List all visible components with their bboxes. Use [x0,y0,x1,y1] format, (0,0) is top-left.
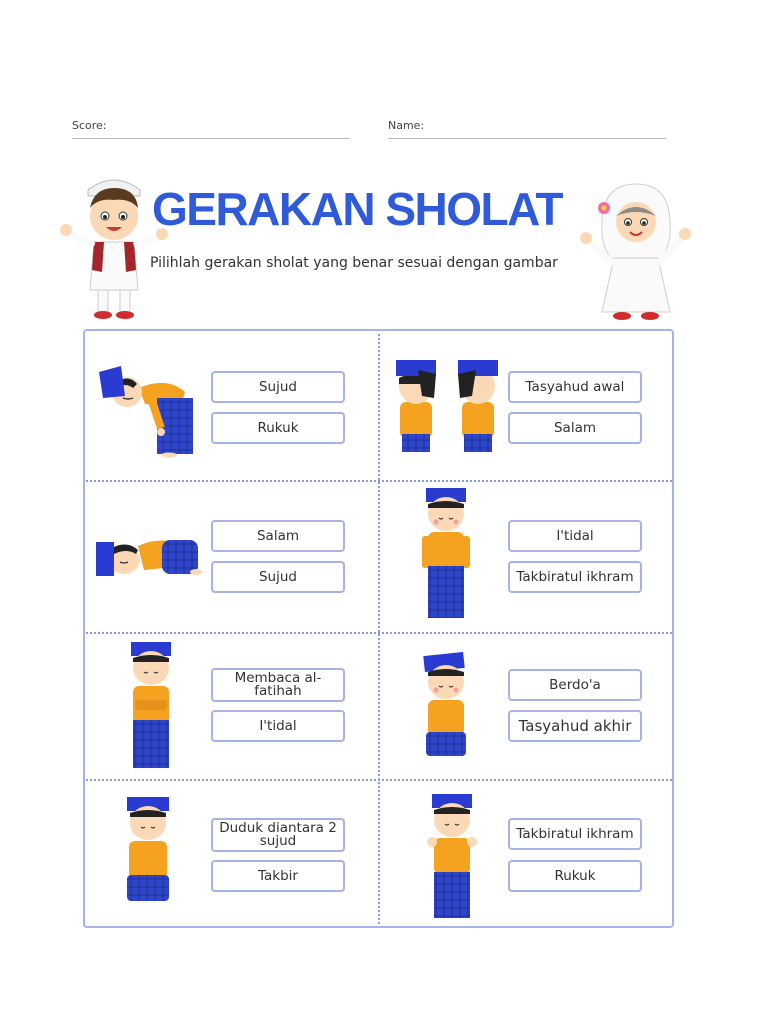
q3-option-1[interactable]: Salam [211,520,345,552]
q2-option-1[interactable]: Tasyahud awal [508,371,642,403]
q3-option-2[interactable]: Sujud [211,561,345,593]
q1-option-2[interactable]: Rukuk [211,412,345,444]
girl-mascot-illustration [578,180,696,324]
row-divider [86,632,672,634]
duduk-pose-illustration [119,795,177,907]
q7-option-1[interactable]: Duduk diantara 2 sujud [211,818,345,852]
berdoa-pose-illustration [424,792,480,920]
itidal-pose-illustration [418,486,474,622]
tasyahud-akhir-pose-illustration [418,652,476,762]
q6-option-1[interactable]: Berdo'a [508,669,642,701]
q1-option-1[interactable]: Sujud [211,371,345,403]
name-field[interactable] [388,138,666,139]
sujud-pose-illustration [92,532,204,582]
q5-option-1[interactable]: Membaca al-fatihah [211,668,345,702]
name-label: Name: [388,119,425,132]
q4-option-1[interactable]: I'tidal [508,520,642,552]
worksheet-instructions: Pilihlah gerakan sholat yang benar sesuai dengan gambar [150,255,558,271]
score-field[interactable] [72,138,350,139]
column-divider [378,334,380,924]
score-label: Score: [72,119,107,132]
row-divider [86,480,672,482]
q8-option-2[interactable]: Rukuk [508,860,642,892]
q2-option-2[interactable]: Salam [508,412,642,444]
salam-pose-illustration [388,356,508,456]
q5-option-2[interactable]: I'tidal [211,710,345,742]
row-divider [86,779,672,781]
worksheet-title: GERAKAN SHOLAT [152,183,563,235]
bersedekap-pose-illustration [123,640,179,772]
q7-option-2[interactable]: Takbir [211,860,345,892]
q6-option-2[interactable]: Tasyahud akhir [508,710,642,742]
q8-option-1[interactable]: Takbiratul ikhram [508,818,642,850]
rukuk-pose-illustration [95,358,205,458]
q4-option-2[interactable]: Takbiratul ikhram [508,561,642,593]
